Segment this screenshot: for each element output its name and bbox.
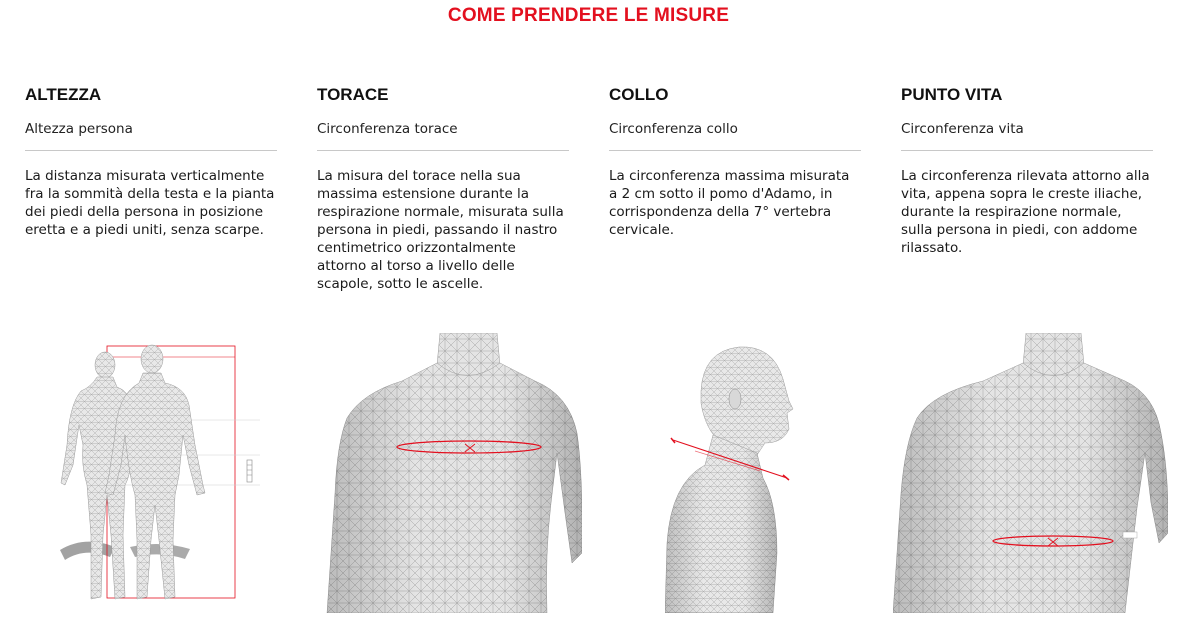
column-subtitle: Circonferenza vita [901, 121, 1024, 137]
column-divider [25, 150, 277, 151]
height-measure-illustration-icon [25, 335, 290, 610]
column-description: La distanza misurata verticalmente fra la sommità della testa e la pianta dei piedi della persona in posizione eretta e a piedi uniti, senza scarpe. [25, 168, 275, 238]
column-heading: TORACE [317, 85, 389, 104]
column-divider [317, 150, 569, 151]
page-title: COME PRENDERE LE MISURE [447, 5, 730, 26]
waist-measure-illustration-icon [893, 333, 1168, 613]
column-heading: PUNTO VITA [901, 85, 1003, 104]
measure-column-chest [317, 84, 569, 293]
column-subtitle: Circonferenza collo [609, 121, 738, 137]
neck-measure-illustration-icon [665, 343, 800, 613]
column-description: La circonferenza rilevata attorno alla vita, appena sopra le creste iliache, durante la respirazione normale, sulla persona in piedi, con addome rilassato. [901, 168, 1150, 256]
column-divider [901, 150, 1153, 151]
column-description: La misura del torace nella sua massima estensione durante la respirazione normale, misurata sulla persona in piedi, passando il nastro centimetrico orizzontalmente attorno al torso a livello delle scapole, sotto le ascelle. [317, 168, 564, 292]
column-description: La circonferenza massima misurata a 2 cm sotto il pomo d'Adamo, in corrispondenza della 7° vertebra cervicale. [609, 168, 850, 238]
measure-column-neck [609, 84, 861, 239]
column-heading: COLLO [609, 85, 669, 104]
column-subtitle: Circonferenza torace [317, 121, 458, 137]
column-heading: ALTEZZA [25, 85, 102, 104]
measure-column-height [25, 84, 277, 239]
column-divider [609, 150, 861, 151]
column-subtitle: Altezza persona [25, 121, 133, 137]
chest-measure-illustration-icon [307, 333, 582, 613]
measure-column-waist [901, 84, 1153, 257]
